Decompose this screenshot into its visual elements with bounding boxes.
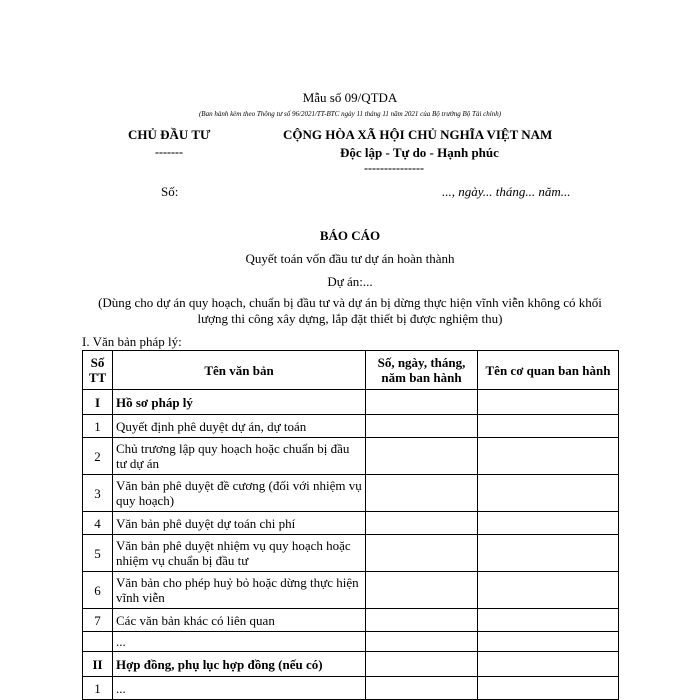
row-stt: 6 xyxy=(83,572,113,609)
row-name: Văn bản phê duyệt nhiệm vụ quy hoạch hoặc nhiệm vụ chuẩn bị đầu tư xyxy=(113,535,366,572)
table-row xyxy=(83,609,619,632)
row-agency-cell xyxy=(478,609,619,632)
table-header-row xyxy=(83,351,619,390)
row-name: Hợp đồng, phụ lục hợp đồng (nếu có) xyxy=(113,652,366,677)
row-stt: 1 xyxy=(83,415,113,438)
row-name: Quyết định phê duyệt dự án, dự toán xyxy=(113,415,366,438)
row-agency-cell xyxy=(478,390,619,415)
row-stt: 2 xyxy=(83,438,113,475)
legal-documents-table xyxy=(82,350,619,700)
row-name: Chủ trương lập quy hoạch hoặc chuẩn bị đầu tư dự án xyxy=(113,438,366,475)
table-row xyxy=(83,475,619,512)
column-header-agency: Tên cơ quan ban hành xyxy=(478,351,619,390)
table-row xyxy=(83,677,619,700)
row-name: ... xyxy=(113,677,366,700)
row-agency-cell xyxy=(478,475,619,512)
row-stt xyxy=(83,632,113,652)
row-agency-cell xyxy=(478,535,619,572)
row-agency-cell xyxy=(478,652,619,677)
table-row xyxy=(83,438,619,475)
row-stt: 3 xyxy=(83,475,113,512)
project-line: Dự án:... xyxy=(327,274,373,289)
table-row xyxy=(83,632,619,652)
row-date-cell xyxy=(366,609,478,632)
row-agency-cell xyxy=(478,632,619,652)
row-date-cell xyxy=(366,677,478,700)
national-motto: Độc lập - Tự do - Hạnh phúc xyxy=(340,145,499,160)
row-agency-cell xyxy=(478,512,619,535)
row-date-cell xyxy=(366,475,478,512)
investor-divider: ------- xyxy=(155,145,183,159)
row-agency-cell xyxy=(478,438,619,475)
row-name: Văn bản phê duyệt đề cương (đối với nhiệm vụ quy hoạch) xyxy=(113,475,366,512)
row-date-cell xyxy=(366,652,478,677)
section-heading: I. Văn bản pháp lý: xyxy=(82,334,182,349)
row-stt: 1 xyxy=(83,677,113,700)
row-stt: 7 xyxy=(83,609,113,632)
row-name: ... xyxy=(113,632,366,652)
row-date-cell xyxy=(366,415,478,438)
row-name: Các văn bản khác có liên quan xyxy=(113,609,366,632)
row-stt: 5 xyxy=(83,535,113,572)
table-row xyxy=(83,572,619,609)
date-line: ..., ngày... tháng... năm... xyxy=(442,184,571,199)
table-row xyxy=(83,652,619,677)
row-date-cell xyxy=(366,632,478,652)
investor-heading: CHỦ ĐẦU TƯ xyxy=(128,127,211,142)
row-agency-cell xyxy=(478,677,619,700)
scope-note: (Dùng cho dự án quy hoạch, chuẩn bị đầu tư và dự án bị dừng thực hiện vĩnh viễn không có khối lượng thi công xây dựng, lắp đặt thiết bị được nghiệm thu) xyxy=(98,295,602,326)
motto-divider: --------------- xyxy=(364,161,424,175)
issued-note: (Ban hành kèm theo Thông tư số 96/2021/TT-BTC ngày 11 tháng 11 năm 2021 của Bộ trưởng Bộ Tài chính) xyxy=(198,110,502,118)
row-date-cell xyxy=(366,438,478,475)
row-agency-cell xyxy=(478,572,619,609)
report-subtitle: Quyết toán vốn đầu tư dự án hoàn thành xyxy=(245,251,455,266)
republic-heading: CỘNG HÒA XÃ HỘI CHỦ NGHĨA VIỆT NAM xyxy=(283,127,553,142)
row-name: Văn bản phê duyệt dự toán chi phí xyxy=(113,512,366,535)
table-row xyxy=(83,415,619,438)
table-row xyxy=(83,512,619,535)
row-name: Hồ sơ pháp lý xyxy=(113,390,366,415)
row-date-cell xyxy=(366,535,478,572)
form-number: Mẫu số 09/QTDA xyxy=(302,90,398,105)
table-row xyxy=(83,535,619,572)
table-row xyxy=(83,390,619,415)
column-header-stt: Số TT xyxy=(83,351,113,390)
column-header-date: Số, ngày, tháng, năm ban hành xyxy=(366,351,478,390)
row-date-cell xyxy=(366,390,478,415)
row-date-cell xyxy=(366,572,478,609)
row-stt: 4 xyxy=(83,512,113,535)
row-name: Văn bản cho phép huỷ bỏ hoặc dừng thực hiện vĩnh viễn xyxy=(113,572,366,609)
column-header-name: Tên văn bản xyxy=(113,351,366,390)
row-stt: I xyxy=(83,390,113,415)
row-agency-cell xyxy=(478,415,619,438)
report-title: BÁO CÁO xyxy=(319,228,381,243)
document-number-label: Số: xyxy=(161,184,179,199)
row-stt: II xyxy=(83,652,113,677)
row-date-cell xyxy=(366,512,478,535)
